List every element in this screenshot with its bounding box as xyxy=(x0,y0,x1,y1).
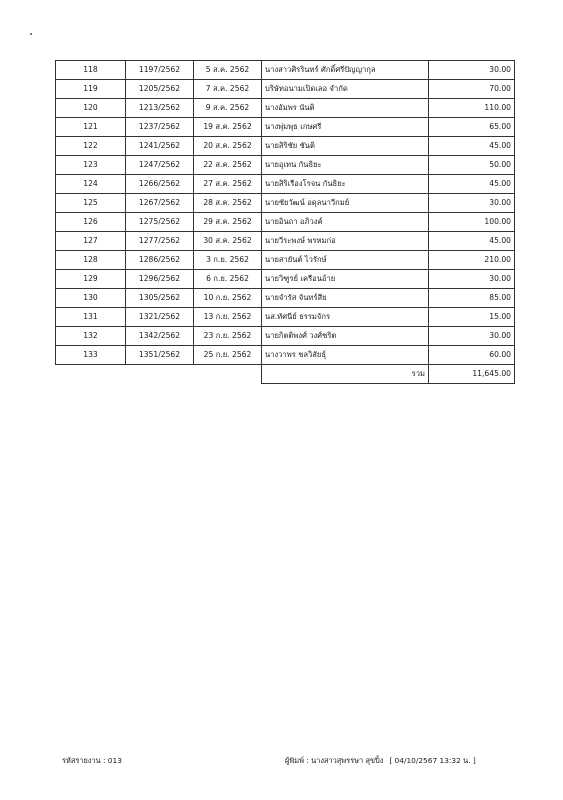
table-row xyxy=(56,289,515,308)
amount: 30.00 xyxy=(429,194,515,213)
payer-name: นางสาวศิรรินทร์ ศักดิ์ศรีปัญญากุล xyxy=(262,61,429,80)
payer-name: นายอินถา อภิวงค์ xyxy=(262,213,429,232)
row-number: 124 xyxy=(56,175,126,194)
table-row xyxy=(56,346,515,365)
amount: 30.00 xyxy=(429,270,515,289)
print-info xyxy=(285,755,476,767)
receipt-number: 1277/2562 xyxy=(126,232,194,251)
total-amount: 11,645.00 xyxy=(429,365,515,384)
row-number: 123 xyxy=(56,156,126,175)
table-row xyxy=(56,327,515,346)
receipt-number: 1237/2562 xyxy=(126,118,194,137)
amount: 210.00 xyxy=(429,251,515,270)
table-row xyxy=(56,251,515,270)
receipt-date: 29 ส.ค. 2562 xyxy=(194,213,262,232)
receipt-date: 6 ก.ย. 2562 xyxy=(194,270,262,289)
row-number: 126 xyxy=(56,213,126,232)
row-number: 121 xyxy=(56,118,126,137)
row-number: 130 xyxy=(56,289,126,308)
printed-at: [ 04/10/2567 13:32 น. ] xyxy=(389,756,476,765)
amount: 30.00 xyxy=(429,327,515,346)
report-code: รหัสรายงาน : 013 xyxy=(62,756,122,765)
table-row xyxy=(56,194,515,213)
receipt-number: 1213/2562 xyxy=(126,99,194,118)
row-number: 131 xyxy=(56,308,126,327)
table-row xyxy=(56,156,515,175)
receipt-date: 19 ส.ค. 2562 xyxy=(194,118,262,137)
receipt-number: 1296/2562 xyxy=(126,270,194,289)
receipt-date: 13 ก.ย. 2562 xyxy=(194,308,262,327)
table-row xyxy=(56,175,515,194)
receipt-number: 1305/2562 xyxy=(126,289,194,308)
payer-name: นายวิฑูรย์ เครือนอ้าย xyxy=(262,270,429,289)
receipt-number: 1351/2562 xyxy=(126,346,194,365)
receipt-date: 9 ส.ค. 2562 xyxy=(194,99,262,118)
amount: 45.00 xyxy=(429,137,515,156)
receipt-number: 1286/2562 xyxy=(126,251,194,270)
receipt-date: 10 ก.ย. 2562 xyxy=(194,289,262,308)
receipt-date: 22 ส.ค. 2562 xyxy=(194,156,262,175)
payer-name: นางอัมพร นันติ xyxy=(262,99,429,118)
table-row xyxy=(56,270,515,289)
amount: 85.00 xyxy=(429,289,515,308)
receipt-number: 1275/2562 xyxy=(126,213,194,232)
receipt-date: 28 ส.ค. 2562 xyxy=(194,194,262,213)
payer-name: บริษัทอนามเปิดเลอ จำกัด xyxy=(262,80,429,99)
payer-name: นายสายันต์ ไวรักษ์ xyxy=(262,251,429,270)
payer-name: นส.ทัศนีย์ ธรรมจักร xyxy=(262,308,429,327)
scan-speck xyxy=(30,33,32,35)
receipt-number: 1241/2562 xyxy=(126,137,194,156)
receipt-number: 1247/2562 xyxy=(126,156,194,175)
amount: 30.00 xyxy=(429,61,515,80)
table-row xyxy=(56,308,515,327)
payer-name: นายสิริชัย ชันติ xyxy=(262,137,429,156)
receipt-date: 5 ส.ค. 2562 xyxy=(194,61,262,80)
amount: 45.00 xyxy=(429,175,515,194)
ledger-body xyxy=(56,61,515,365)
row-number: 125 xyxy=(56,194,126,213)
row-number: 128 xyxy=(56,251,126,270)
payer-name: นางวาพร ชลวิสัยธุ์ xyxy=(262,346,429,365)
payer-name: นายชัยวัฒน์ อดุลนาวีกมย์ xyxy=(262,194,429,213)
row-number: 133 xyxy=(56,346,126,365)
table-row xyxy=(56,213,515,232)
receipt-number: 1342/2562 xyxy=(126,327,194,346)
total-label: รวม xyxy=(262,365,429,384)
amount: 65.00 xyxy=(429,118,515,137)
table-row xyxy=(56,137,515,156)
receipt-number: 1205/2562 xyxy=(126,80,194,99)
receipt-date: 3 ก.ย. 2562 xyxy=(194,251,262,270)
payer-name: นายอุเทน กันธิยะ xyxy=(262,156,429,175)
table-row xyxy=(56,99,515,118)
payer-name: นายวีระพงษ์ พรหมก่อ xyxy=(262,232,429,251)
receipt-number: 1321/2562 xyxy=(126,308,194,327)
receipt-date: 7 ส.ค. 2562 xyxy=(194,80,262,99)
row-number: 119 xyxy=(56,80,126,99)
receipt-date: 30 ส.ค. 2562 xyxy=(194,232,262,251)
payer-name: นางพุ่มพุธ เกษศรี xyxy=(262,118,429,137)
printed-by: ผู้พิมพ์ : นางสาวสุพรรษา สุขปิ้ง xyxy=(285,756,384,765)
row-number: 129 xyxy=(56,270,126,289)
payer-name: นายกิตติพงศ์ วงศ์ชริต xyxy=(262,327,429,346)
receipt-date: 27 ส.ค. 2562 xyxy=(194,175,262,194)
receipt-number: 1266/2562 xyxy=(126,175,194,194)
amount: 100.00 xyxy=(429,213,515,232)
table-row xyxy=(56,80,515,99)
row-number: 118 xyxy=(56,61,126,80)
table-row xyxy=(56,232,515,251)
amount: 45.00 xyxy=(429,232,515,251)
table-row xyxy=(56,61,515,80)
amount: 15.00 xyxy=(429,308,515,327)
total-row xyxy=(56,365,515,384)
row-number: 122 xyxy=(56,137,126,156)
receipt-date: 20 ส.ค. 2562 xyxy=(194,137,262,156)
payer-name: นายจำรัส จันทร์สีย xyxy=(262,289,429,308)
row-number: 127 xyxy=(56,232,126,251)
receipt-date: 25 ก.ย. 2562 xyxy=(194,346,262,365)
row-number: 120 xyxy=(56,99,126,118)
receipt-number: 1267/2562 xyxy=(126,194,194,213)
amount: 110.00 xyxy=(429,99,515,118)
ledger-table xyxy=(55,60,515,384)
receipt-date: 23 ก.ย. 2562 xyxy=(194,327,262,346)
amount: 50.00 xyxy=(429,156,515,175)
payer-name: นายสิริเรืองโรจน กันธิยะ xyxy=(262,175,429,194)
receipt-number: 1197/2562 xyxy=(126,61,194,80)
table-row xyxy=(56,118,515,137)
row-number: 132 xyxy=(56,327,126,346)
amount: 60.00 xyxy=(429,346,515,365)
amount: 70.00 xyxy=(429,80,515,99)
